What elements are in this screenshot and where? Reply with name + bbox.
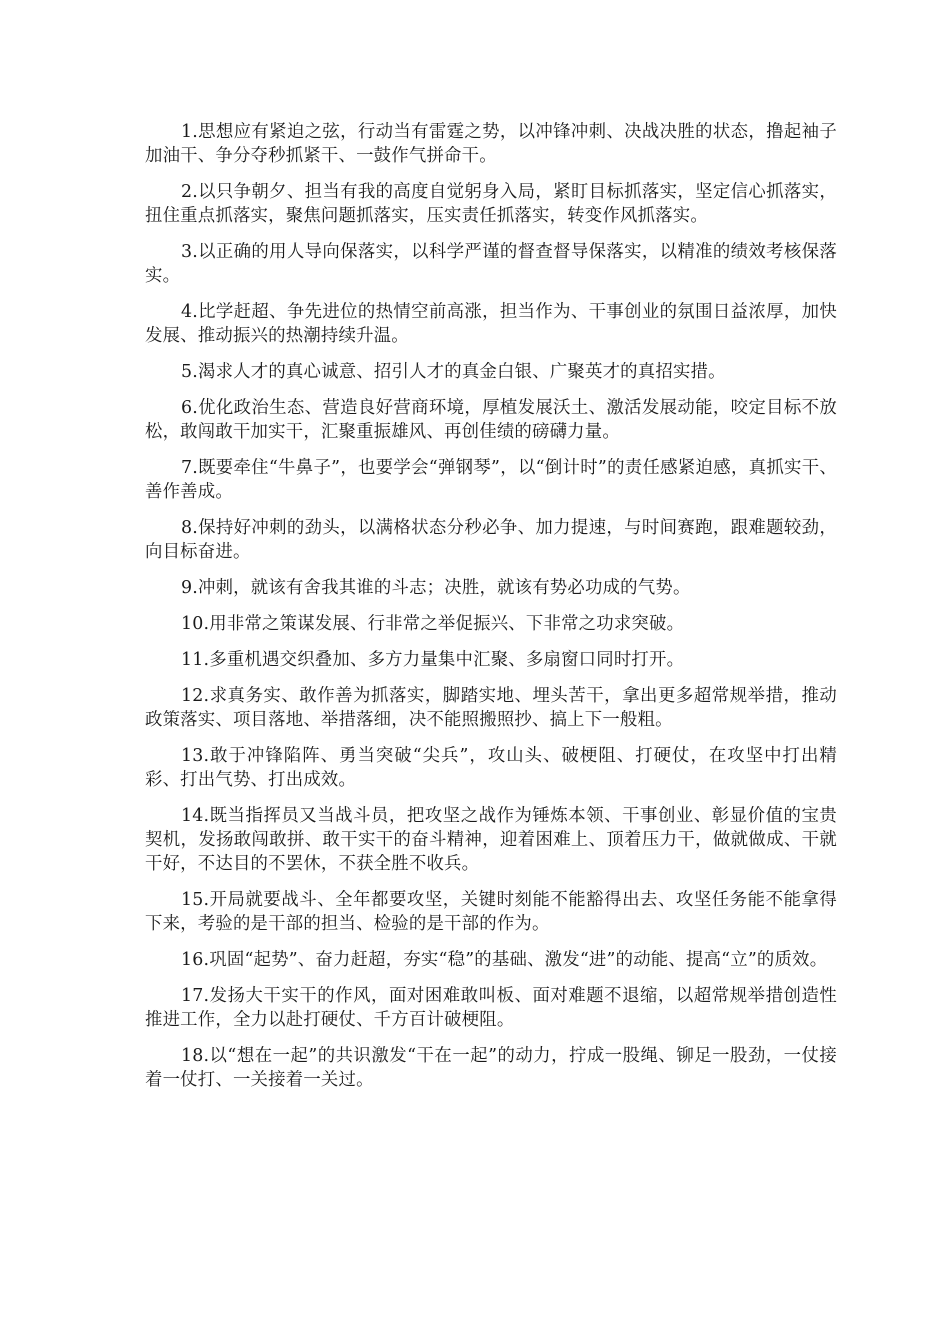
paragraph: 13.敢于冲锋陷阵、勇当突破“尖兵”，攻山头、破梗阻、打硬仗，在攻坚中打出精彩、打出气势、打出成效。 <box>145 746 837 790</box>
document-body <box>145 120 837 1104</box>
paragraph: 11.多重机遇交织叠加、多方力量集中汇聚、多扇窗口同时打开。 <box>181 650 685 670</box>
paragraph: 16.巩固“起势”、奋力赶超，夯实“稳”的基础、激发“进”的动能、提高“立”的质效。 <box>181 950 828 970</box>
paragraph: 5.渴求人才的真心诚意、招引人才的真金白银、广聚英才的真招实措。 <box>181 362 726 382</box>
paragraph: 9.冲刺，就该有舍我其谁的斗志；决胜，就该有势必功成的气势。 <box>181 578 691 598</box>
paragraph: 8.保持好冲刺的劲头，以满格状态分秒必争、加力提速，与时间赛跑，跟难题较劲，向目标奋进。 <box>145 518 837 562</box>
paragraph: 10.用非常之策谋发展、行非常之举促振兴、下非常之功求突破。 <box>181 614 685 634</box>
paragraph: 18.以“想在一起”的共识激发“干在一起”的动力，拧成一股绳、铆足一股劲，一仗接着一仗打、一关接着一关过。 <box>145 1046 837 1090</box>
paragraph: 7.既要牵住“牛鼻子”，也要学会“弹钢琴”，以“倒计时”的责任感紧迫感，真抓实干、善作善成。 <box>145 458 837 502</box>
paragraph: 6.优化政治生态、营造良好营商环境，厚植发展沃土、激活发展动能，咬定目标不放松，敢闯敢干加实干，汇聚重振雄风、再创佳绩的磅礴力量。 <box>145 398 837 442</box>
paragraph: 12.求真务实、敢作善为抓落实，脚踏实地、埋头苦干，拿出更多超常规举措，推动政策落实、项目落地、举措落细，决不能照搬照抄、搞上下一般粗。 <box>145 686 837 730</box>
paragraph: 14.既当指挥员又当战斗员，把攻坚之战作为锤炼本领、干事创业、彰显价值的宝贵契机，发扬敢闯敢拼、敢干实干的奋斗精神，迎着困难上、顶着压力干，做就做成、干就干好，不达目的不罢休，不获全胜不收兵。 <box>145 806 837 874</box>
paragraph: 2.以只争朝夕、担当有我的高度自觉躬身入局，紧盯目标抓落实，坚定信心抓落实，扭住重点抓落实，聚焦问题抓落实，压实责任抓落实，转变作风抓落实。 <box>145 182 837 226</box>
paragraph: 17.发扬大干实干的作风，面对困难敢叫板、面对难题不退缩，以超常规举措创造性推进工作，全力以赴打硬仗、千方百计破梗阻。 <box>145 986 837 1030</box>
paragraph: 1.思想应有紧迫之弦，行动当有雷霆之势，以冲锋冲刺、决战决胜的状态，撸起袖子加油干、争分夺秒抓紧干、一鼓作气拼命干。 <box>145 122 837 166</box>
paragraph: 3.以正确的用人导向保落实，以科学严谨的督查督导保落实，以精准的绩效考核保落实。 <box>145 242 837 286</box>
paragraph: 15.开局就要战斗、全年都要攻坚，关键时刻能不能豁得出去、攻坚任务能不能拿得下来，考验的是干部的担当、检验的是干部的作为。 <box>145 890 837 934</box>
paragraph: 4.比学赶超、争先进位的热情空前高涨，担当作为、干事创业的氛围日益浓厚，加快发展、推动振兴的热潮持续升温。 <box>145 302 837 346</box>
